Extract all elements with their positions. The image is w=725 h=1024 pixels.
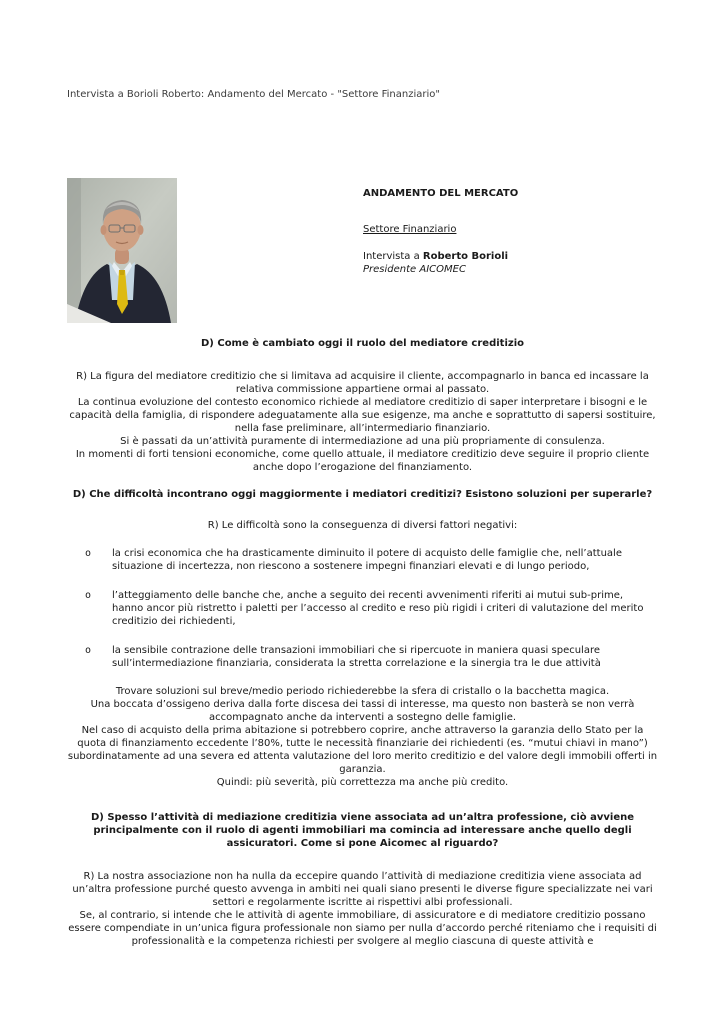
bullet-text: la sensibile contrazione delle transazioni immobiliari che si ripercuote in maniera quasi speculare sull’intermediazione finanziaria, considerata la stretta correlazione e la sinergia tra le due attività — [112, 645, 601, 669]
list-item — [67, 589, 658, 628]
answer-1 — [67, 370, 658, 474]
bullet-text: la crisi economica che ha drasticamente diminuito il potere di acquisto delle famiglie che, nell’attuale situazione di incertezza, non riescono a sostenere impegni finanziari elevati e di lungo periodo, — [112, 548, 622, 572]
answer-1-sentence: R) La figura del mediatore creditizio che si limitava ad acquisire il cliente, accompagnarlo in banca ed incassare la relativa commissione appartiene ormai al passato. — [76, 371, 649, 395]
profile-section — [67, 178, 658, 323]
document-header-line: Intervista a Borioli Roberto: Andamento del Mercato - "Settore Finanziario" — [67, 89, 440, 100]
answer-2-sentence: Quindi: più severità, più correttezza ma anche più credito. — [216, 777, 509, 788]
bullet-text: l’atteggiamento delle banche che, anche a seguito dei recenti avvenimenti riferiti ai mutui sub-prime, hanno ancor più ristretto i paletti per l’accesso al credito e reso più rigidi i criteri di valutazione del merito creditizio dei richiedenti, — [112, 590, 644, 627]
answer-1-sentence: Si è passati da un’attività puramente di intermediazione ad una più propriamente di consulenza. — [120, 436, 605, 447]
profile-subtitle: Settore Finanziario — [363, 224, 457, 235]
answer-3-sentence: Se, al contrario, si intende che le attività di agente immobiliare, di assicuratore e di mediatore creditizio possano essere compendiate in un’unica figura professionale non siamo per nulla d’accordo perché riteniamo che i requisiti di professionalità e la competenza richiesti per svolgere al meglio ciascuna di queste attività e — [68, 910, 657, 947]
profile-text-block — [363, 178, 518, 276]
list-item — [67, 547, 658, 573]
bullet-marker: o — [85, 548, 92, 559]
question-1: D) Come è cambiato oggi il ruolo del mediatore creditizio — [201, 338, 524, 349]
profile-title: ANDAMENTO DEL MERCATO — [363, 188, 519, 199]
interviewee-role: Presidente AICOMEC — [363, 264, 466, 275]
interview-name: Roberto Borioli — [422, 251, 509, 262]
answer-1-sentence: La continua evoluzione del contesto economico richiede al mediatore creditizio di saper interpretare i bisogni e le capacità della famiglia, di rispondere adeguatamente alla sue esigenze, ma anche e soprattutto di sapersi sostituire, nella fase preliminare, all’intermediario finanziario. — [69, 397, 656, 434]
answer-2-intro: R) Le difficoltà sono la conseguenza di diversi fattori negativi: — [207, 520, 518, 531]
list-item — [67, 644, 658, 670]
answer-3-sentence: R) La nostra associazione non ha nulla da eccepire quando l’attività di mediazione creditizia viene associata ad un’altra professione purché questo avvenga in ambiti nei quali siano presenti le diverse figure specializzate nei vari settori e regolarmente iscritte ai rispettivi albi professionali. — [72, 871, 653, 908]
answer-2-sentence: Nel caso di acquisto della prima abitazione si potrebbero coprire, anche attraverso la garanzia dello Stato per la quota di finanziamento eccedente l’80%, tutte le necessità finanziarie dei richiedenti (es. “mutui chiavi in mano”) subordinatamente ad una severa ed attenta valutazione del loro merito creditizio e del valore degli immobili offerti in garanzia. — [67, 725, 658, 775]
answer-2-sentence: Una boccata d’ossigeno deriva dalla forte discesa dei tassi di interesse, ma questo non basterà se non verrà accompagnato anche da interventi a sostegno delle famiglie. — [90, 699, 635, 723]
answer-2-continuation — [67, 685, 658, 789]
interview-line — [363, 250, 518, 263]
answer-1-sentence: In momenti di forti tensioni economiche, come quello attuale, il mediatore creditizio deve seguire il proprio cliente anche dopo l’erogazione del finanziamento. — [75, 449, 650, 473]
negative-factors-list — [67, 547, 658, 670]
interview-label: Intervista a — [363, 251, 423, 262]
bullet-marker: o — [85, 590, 92, 601]
portrait-illustration — [67, 178, 177, 323]
question-2: D) Che difficoltà incontrano oggi maggiormente i mediatori creditizi? Esistono soluzioni per superarle? — [72, 489, 653, 500]
answer-2-sentence: Trovare soluzioni sul breve/medio periodo richiederebbe la sfera di cristallo o la bacchetta magica. — [115, 686, 610, 697]
portrait-photo — [67, 178, 177, 323]
question-3: D) Spesso l’attività di mediazione creditizia viene associata ad un’altra professione, ciò avviene principalmente con il ruolo di agenti immobiliari ma comincia ad interessare anche quello degli assicuratori. Come si pone Aicomec al riguardo? — [90, 812, 635, 849]
bullet-marker: o — [85, 645, 92, 656]
answer-3 — [67, 870, 658, 948]
